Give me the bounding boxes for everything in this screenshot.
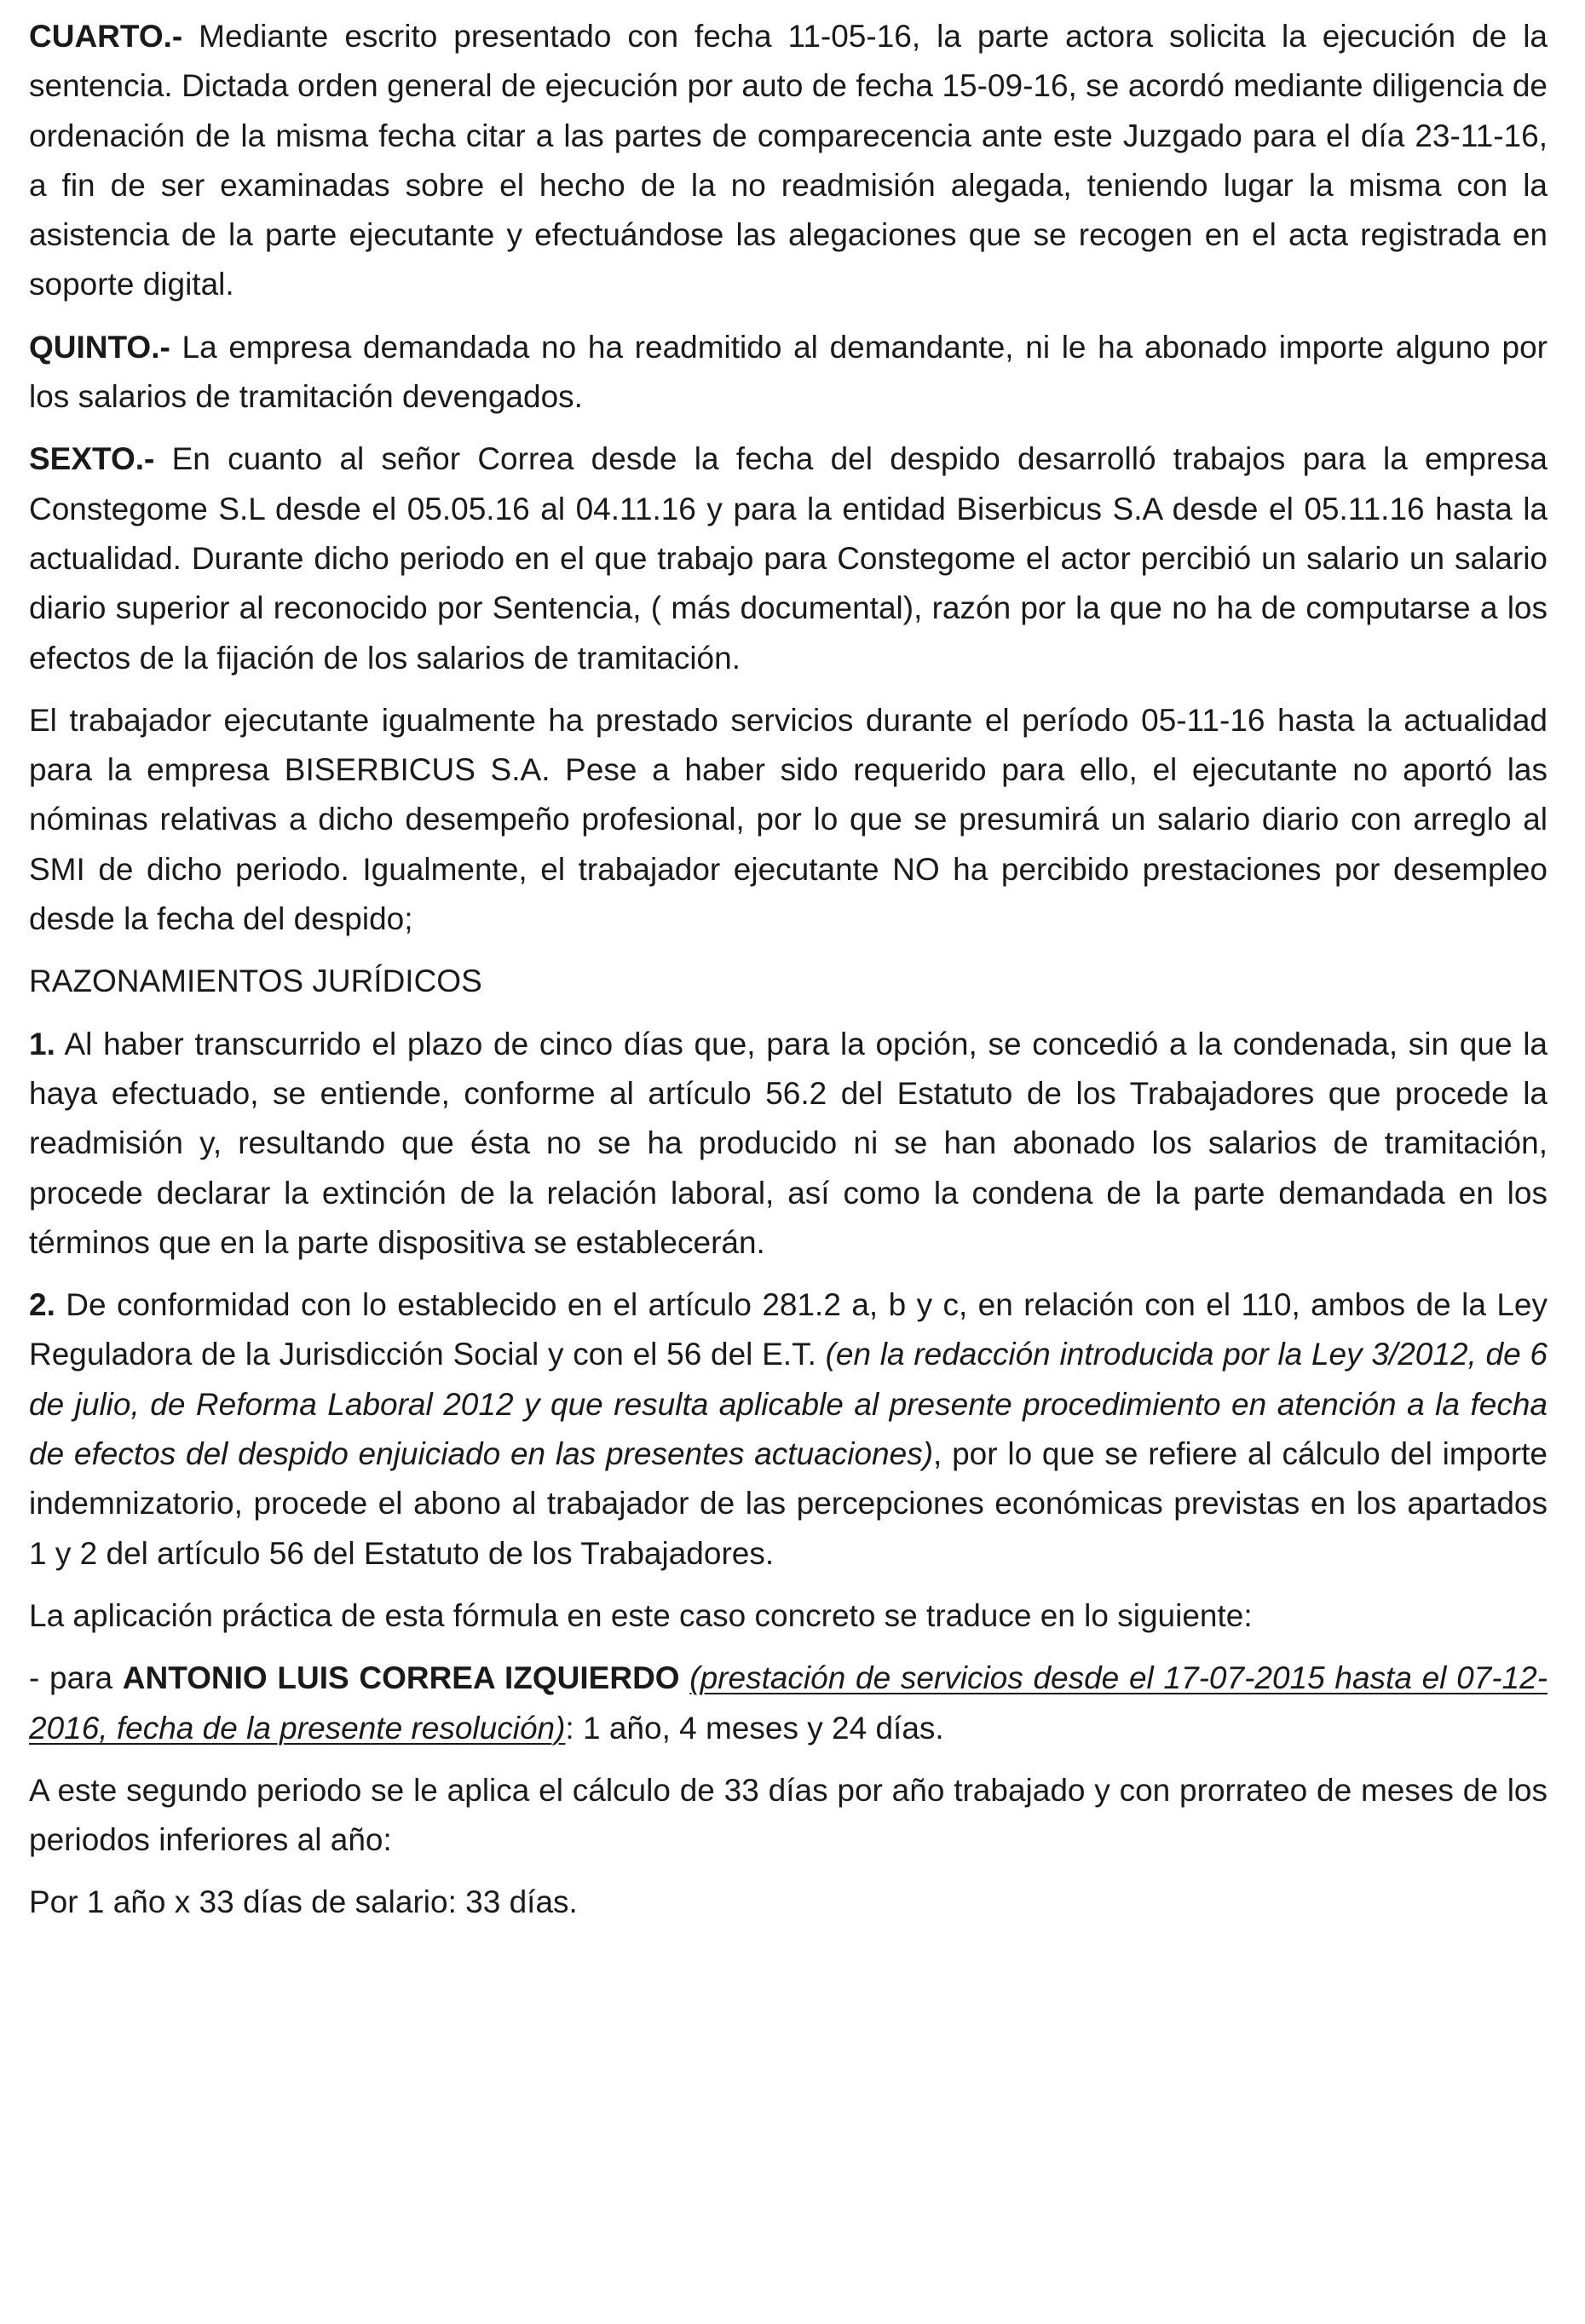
text-por-1-ano: Por 1 año x 33 días de salario: 33 días. (29, 1884, 578, 1920)
number-razonamiento-1: 1. (29, 1026, 55, 1061)
paragraph-trabajador (29, 696, 1548, 944)
section-heading-razonamientos: RAZONAMIENTOS JURÍDICOS (29, 964, 482, 999)
service-period-detail: (prestación de servicios desde el 17-07-2015 hasta el 07-12-2016, fecha de la presente resolución) (29, 1660, 1548, 1746)
paragraph-razonamiento-1 (29, 1020, 1548, 1268)
text-razonamiento-2-italic: (en la redacción introducida por la Ley 3/2012, de 6 de julio, de Reforma Laboral 2012 y que resulta aplicable al presente procedimiento en atención a la fecha de efectos del despido enjuiciado en las presentes actuaciones) (29, 1337, 1548, 1472)
service-period-result: : 1 año, 4 meses y 24 días. (565, 1710, 944, 1746)
paragraph-cuarto (29, 12, 1548, 310)
text-antonio-prefix: - para (29, 1660, 123, 1696)
paragraph-por-1-ano (29, 1878, 1548, 1927)
text-razonamiento-2b: , por lo que se refiere al cálculo del importe indemnizatorio, procede el abono al trabajador de las percepciones económicas previstas en los apartados 1 y 2 del artículo 56 del Estatuto de los Trabajadores. (29, 1436, 1548, 1571)
text-razonamiento-2a: De conformidad con lo establecido en el artículo 281.2 a, b y c, en relación con el 110, ambos de la Ley Reguladora de la Jurisdicción Social y con el 56 del E.T. (29, 1287, 1548, 1372)
text-antonio-space (680, 1660, 690, 1695)
document-page (29, 12, 1548, 1941)
text-quinto: La empresa demandada no ha readmitido al demandante, ni le ha abonado importe alguno por los salarios de tramitación devengados. (29, 329, 1548, 415)
text-sexto: En cuanto al señor Correa desde la fecha del despido desarrolló trabajos para la empresa Constegome S.L desde el 05.05.16 al 04.11.16 y para la entidad Biserbicus S.A desde el 05.11.16 hasta la actualidad. Durante dicho periodo en el que trabajo para Constegome el actor percibió un salario un salario diario superior al reconocido por Sentencia, ( más documental), razón por la que no ha de computarse a los efectos de la fijación de los salarios de tramitación. (29, 441, 1548, 676)
paragraph-sexto (29, 434, 1548, 682)
number-razonamiento-2: 2. (29, 1287, 55, 1323)
heading-cuarto: CUARTO.- (29, 19, 183, 54)
text-segundo-periodo: A este segundo periodo se le aplica el cálculo de 33 días por año trabajado y con prorrateo de meses de los periodos inferiores al año: (29, 1772, 1548, 1858)
paragraph-segundo-periodo (29, 1766, 1548, 1866)
worker-name: ANTONIO LUIS CORREA IZQUIERDO (122, 1660, 680, 1696)
text-cuarto: Mediante escrito presentado con fecha 11-05-16, la parte actora solicita la ejecución de la sentencia. Dictada orden general de ejecución por auto de fecha 15-09-16, se acordó mediante diligencia de ordenación de la misma fecha citar a las partes de comparecencia ante este Juzgado para el día 23-11-16, a fin de ser examinadas sobre el hecho de la no readmisión alegada, teniendo lugar la misma con la asistencia de la parte ejecutante y efectuándose las alegaciones que se recogen en el acta registrada en soporte digital. (29, 19, 1548, 302)
heading-quinto: QUINTO.- (29, 329, 170, 365)
text-trabajador: El trabajador ejecutante igualmente ha prestado servicios durante el período 05-11-16 hasta la actualidad para la empresa BISERBICUS S.A. Pese a haber sido requerido para ello, el ejecutante no aportó las nóminas relativas a dicho desempeño profesional, por lo que se presumirá un salario diario con arreglo al SMI de dicho periodo. Igualmente, el trabajador ejecutante NO ha percibido prestaciones por desempleo desde la fecha del despido; (29, 702, 1548, 937)
paragraph-antonio (29, 1654, 1548, 1753)
paragraph-quinto (29, 323, 1548, 423)
text-aplicacion: La aplicación práctica de esta fórmula en este caso concreto se traduce en lo siguiente: (29, 1597, 1253, 1633)
paragraph-aplicacion (29, 1591, 1548, 1641)
heading-sexto: SEXTO.- (29, 441, 155, 477)
paragraph-razonamiento-2 (29, 1280, 1548, 1579)
text-razonamiento-1: Al haber transcurrido el plazo de cinco días que, para la opción, se concedió a la condenada, sin que la haya efectuado, se entiende, conforme al artículo 56.2 del Estatuto de los Trabajadores que procede la readmisión y, resultando que ésta no se ha producido ni se han abonado los salarios de tramitación, procede declarar la extinción de la relación laboral, así como la condena de la parte demandada en los términos que en la parte dispositiva se establecerán. (29, 1026, 1548, 1260)
